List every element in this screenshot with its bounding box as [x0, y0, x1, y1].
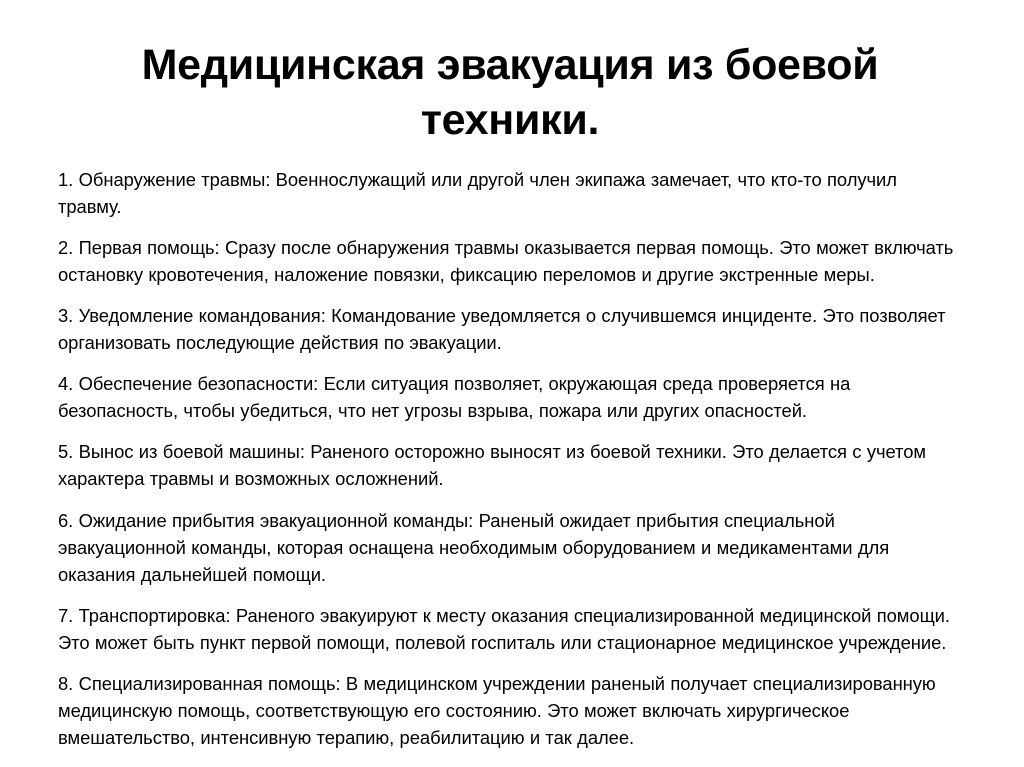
- list-item: 7. Транспортировка: Раненого эвакуируют к месту оказания специализированной медицинской помощи. Это может быть пункт первой помощи, полевой госпиталь или стационарное медицинское учреждение.: [58, 604, 950, 653]
- list-item: 2. Первая помощь: Сразу после обнаружения травмы оказывается первая помощь. Это может включать остановку кровотечения, наложение повязки, фиксацию переломов и другие экстренные меры.: [58, 237, 954, 286]
- slide-body: [58, 166, 962, 751]
- page-title: Медицинская эвакуация из боевой техники.: [141, 41, 879, 145]
- list-item: 3. Уведомление командования: Командование уведомляется о случившемся инциденте. Это позволяет организовать последующие действия по эвакуации.: [58, 305, 946, 354]
- list-item: 1. Обнаружение травмы: Военнослужащий или другой член экипажа замечает, что кто-то получил травму.: [58, 169, 897, 218]
- list-item: 6. Ожидание прибытия эвакуационной команды: Раненый ожидает прибытия специальной эвакуационной команды, которая оснащена необходимым оборудованием и медикаментами для оказания дальнейшей помощи.: [58, 509, 890, 585]
- list-item: 4. Обеспечение безопасности: Если ситуация позволяет, окружающая среда проверяется на безопасность, чтобы убедиться, что нет угрозы взрыва, пожара или других опасностей.: [58, 373, 851, 422]
- list-item: 8. Специализированная помощь: В медицинском учреждении раненый получает специализированную медицинскую помощь, соответствующую его состоянию. Это может включать хирургическое вмешательство, интенсивную терапию, реабилитацию и так далее.: [58, 672, 936, 748]
- list-item: 5. Вынос из боевой машины: Раненого осторожно выносят из боевой техники. Это делается с учетом характера травмы и возможных осложнений.: [58, 441, 926, 490]
